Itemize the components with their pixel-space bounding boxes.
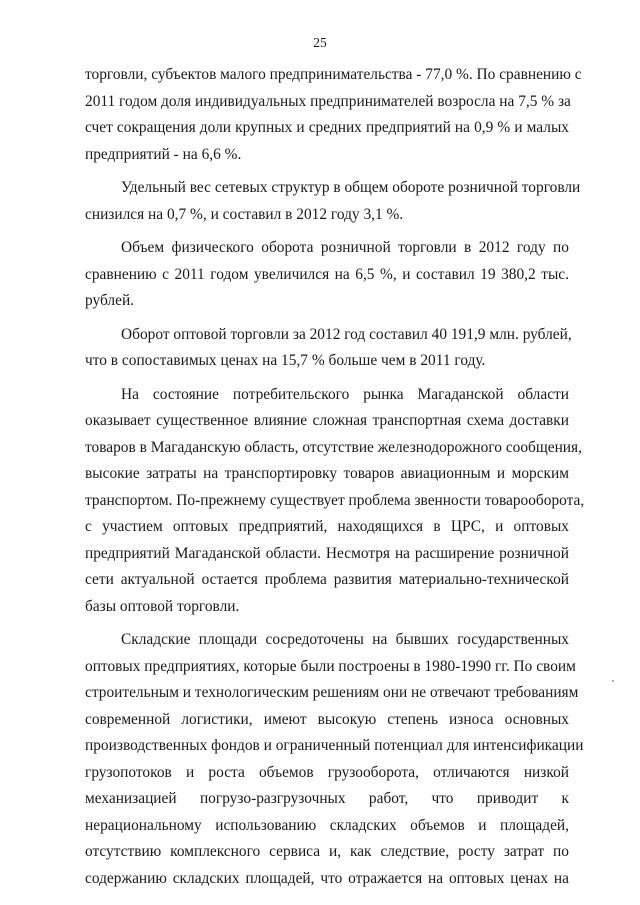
text-line: нерациональному использованию складских объемов и площадей,	[85, 816, 569, 834]
scan-speck	[612, 680, 614, 682]
page-number: 25	[313, 35, 327, 50]
text-line: транспортом. По-прежнему существует проблема звенности товарооборота,	[85, 491, 585, 509]
text-line: предприятий Магаданской области. Несмотря на расширение розничной	[85, 544, 569, 562]
text-line: оптовых предприятиях, которые были построены в 1980-1990 гг. По своим	[85, 657, 576, 675]
text-line: механизацией погрузо-разгрузочных работ, что приводит к	[85, 790, 569, 807]
paragraph	[85, 322, 572, 375]
text-line: На состояние потребительского рынка Магаданской области	[121, 385, 569, 403]
text-line: содержанию складских площадей, что отражается на оптовых ценах на	[85, 869, 569, 887]
text-line: Оборот оптовой торговли за 2012 год составил 40 191,9 млн. рублей,	[121, 325, 572, 343]
text-line: Удельный вес сетевых структур в общем обороте розничной торговли	[121, 179, 581, 196]
text-line: базы оптовой торговли.	[85, 597, 240, 615]
text-line: Складские площади сосредоточены на бывших государственных	[121, 631, 569, 648]
text-line: торговли, субъектов малого предпринимательства - 77,0 %. По сравнению с	[85, 66, 582, 83]
text-line: товаров в Магаданскую область, отсутствие железнодорожного сообщения,	[85, 438, 582, 456]
body-text	[85, 62, 585, 899]
text-line: 2011 годом доля индивидуальных предпринимателей возросла на 7,5 % за	[85, 92, 571, 110]
text-line: строительным и технологическим решениям они не отвечают требованиям	[85, 684, 579, 701]
text-line: Объем физического оборота розничной торговли в 2012 году по	[121, 239, 569, 256]
text-line: отсутствию комплексного сервиса и, как следствие, росту затрат по	[85, 843, 569, 860]
paragraph	[85, 235, 569, 315]
paragraph	[85, 627, 584, 892]
paragraph	[85, 62, 582, 168]
text-line: производственных фондов и ограниченный потенциал для интенсификации	[85, 737, 584, 754]
text-line: рублей.	[85, 292, 135, 309]
text-line: снизился на 0,7 %, и составил в 2012 году 3,1 %.	[85, 205, 404, 223]
text-line: что в сопоставимых ценах на 15,7 % больше чем в 2011 году.	[85, 352, 486, 369]
paragraph	[85, 175, 581, 228]
paragraph	[85, 382, 585, 621]
text-line: с участием оптовых предприятий, находящихся в ЦРС, и оптовых	[85, 518, 569, 535]
text-line: сравнению с 2011 годом увеличился на 6,5 %, и составил 19 380,2 тыс.	[85, 265, 569, 283]
text-line: счет сокращения доли крупных и средних предприятий на 0,9 % и малых	[85, 119, 569, 136]
text-line: сети актуальной остается проблема развития материально-технической	[85, 571, 569, 588]
text-line: грузопотоков и роста объемов грузооборота, отличаются низкой	[85, 763, 569, 781]
text-line: современной логистики, имеют высокую степень износа основных	[85, 710, 569, 728]
text-line: предприятий - на 6,6 %.	[85, 145, 242, 163]
text-line: высокие затраты на транспортировку товаров авиационным и морским	[85, 465, 569, 482]
text-line: оказывает существенное влияние сложная транспортная схема доставки	[85, 412, 569, 429]
